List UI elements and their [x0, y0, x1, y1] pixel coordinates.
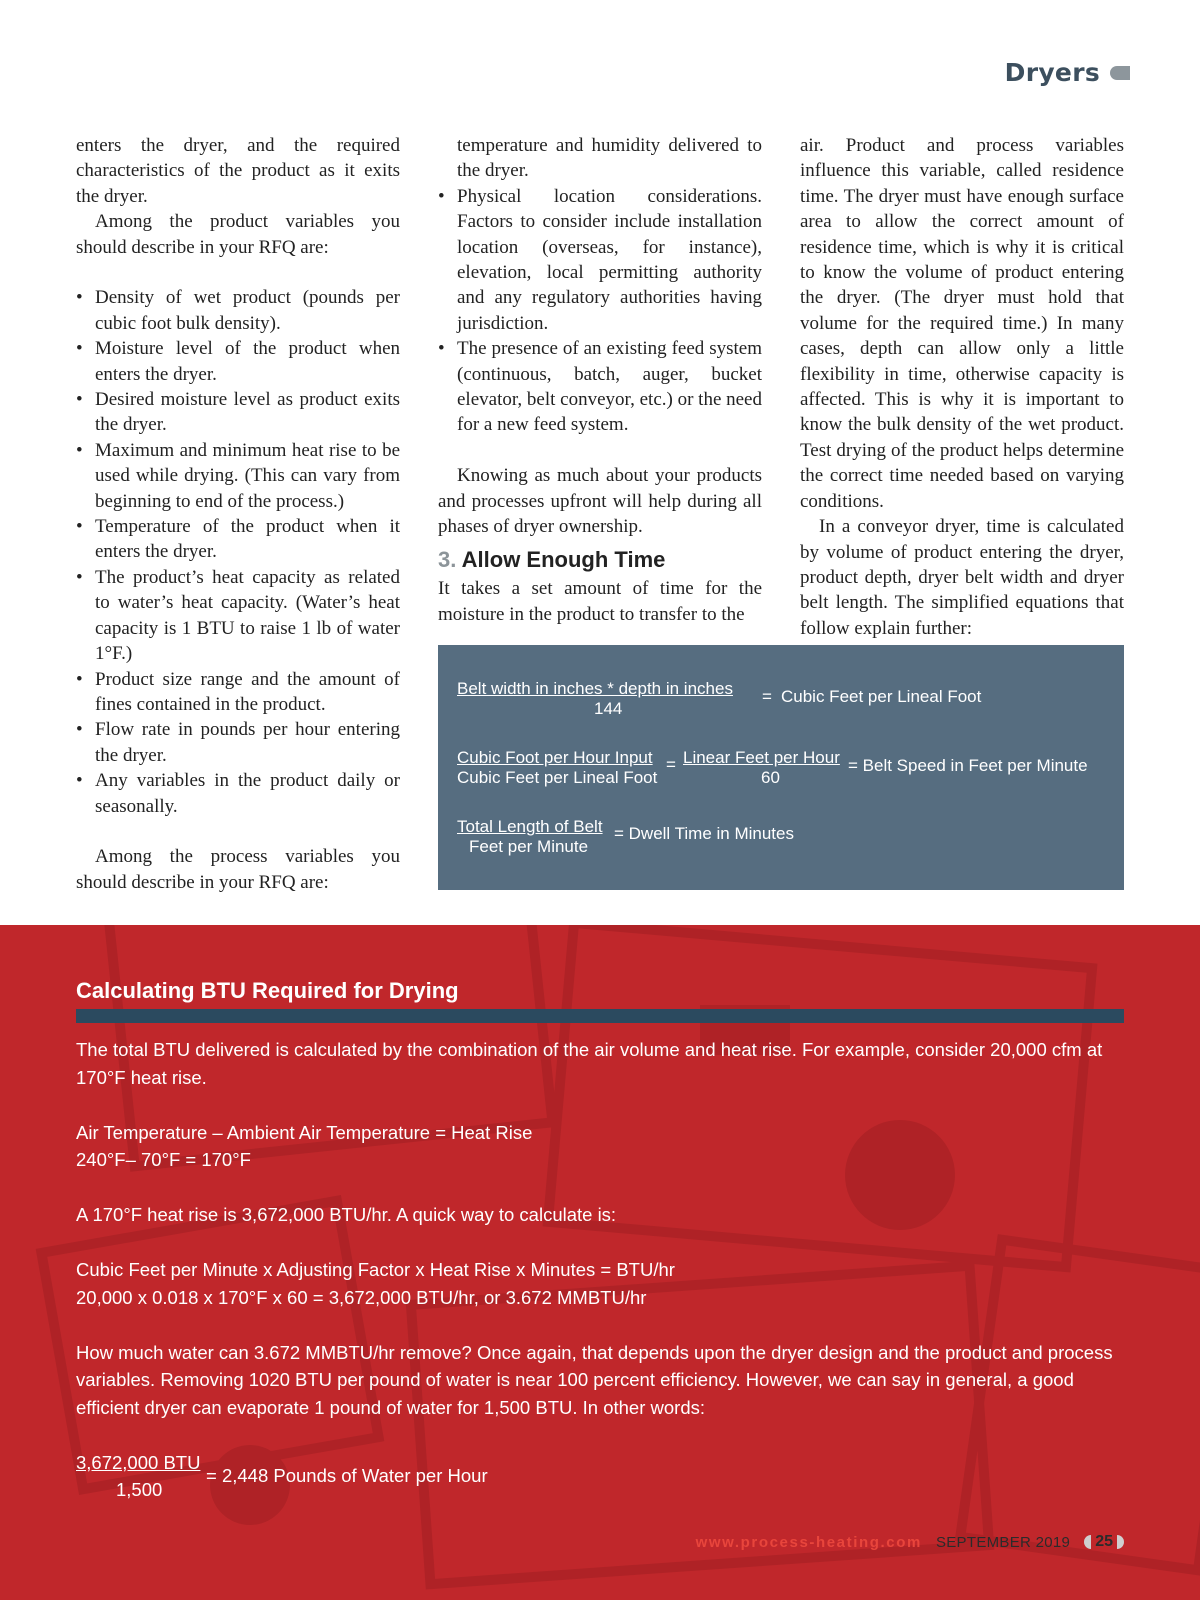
list-item: • The product’s heat capacity as related to water’s heat capacity. (Water’s heat capacity is 1 BTU to raise 1 lb of water 1°F.) — [76, 565, 400, 667]
section-header — [1005, 58, 1130, 87]
paragraph: temperature and humidity delivered to the dryer. — [457, 135, 762, 182]
equation-2-result: = Belt Speed in Feet per Minute — [848, 756, 1088, 775]
equation-numerator: Linear Feet per Hour — [683, 748, 840, 767]
page-footer — [696, 1533, 1124, 1551]
list-item: • Density of wet product (pounds per cubic foot bulk density). — [76, 285, 400, 336]
fraction-numerator: 3,672,000 BTU — [76, 1452, 201, 1473]
list-item: • Any variables in the product daily or seasonally. — [76, 768, 400, 819]
equation-1-result: Cubic Feet per Lineal Foot — [781, 687, 982, 706]
list-item: • Desired moisture level as product exits the dryer. — [76, 387, 400, 438]
process-variables-list-cont — [438, 184, 762, 438]
equation-denominator: Feet per Minute — [469, 837, 589, 856]
water-removal-fraction — [76, 1449, 488, 1503]
page-number: 25 — [1095, 1533, 1113, 1550]
section-tab-marker — [1110, 66, 1130, 80]
paragraph: enters the dryer, and the required characteristics of the product as it exits the dryer. — [76, 135, 400, 207]
list-item: • Product size range and the amount of fines contained in the product. — [76, 667, 400, 718]
paragraph: Knowing as much about your products and processes upfront will help during all phases of dryer ownership. — [438, 465, 762, 538]
equation-denominator: Cubic Feet per Lineal Foot — [457, 768, 658, 787]
paragraph: air. Product and process variables influence this variable, called residence time. The dryer must have enough surface area to allow the correct amount of residence time, which is why it is critical to know the volume of product entering the dryer. (The dryer must hold that volume for the required time.) In many cases, depth can allow only a little flexibility in time, otherwise capacity is affected. This is why it is important to know the bulk density of the wet product. Test drying of the product helps determine the correct time needed based on varying conditions. — [800, 135, 1124, 512]
formula-line: 20,000 x 0.018 x 170°F x 60 = 3,672,000 BTU/hr, or 3.672 MMBTU/hr — [76, 1286, 647, 1308]
equation-3-result: = Dwell Time in Minutes — [614, 824, 794, 843]
equation-3-fraction — [457, 817, 603, 857]
paragraph: A 170°F heat rise is 3,672,000 BTU/hr. A quick way to calculate is: — [76, 1204, 617, 1225]
fraction-result: = 2,448 Pounds of Water per Hour — [206, 1465, 488, 1486]
sidebar-title-rule — [76, 1009, 1124, 1023]
page-cap-right — [1117, 1535, 1124, 1549]
column-2 — [438, 133, 762, 627]
formula-line: Cubic Feet per Minute x Adjusting Factor x Heat Rise x Minutes = BTU/hr — [76, 1259, 675, 1280]
paragraph: How much water can 3.672 MMBTU/hr remove? Once again, that depends upon the dryer design and the product and process variables. Removing 1020 BTU per pound of water is near 100 percent efficiency. However, we can say in general, a good efficient dryer can evaporate 1 pound of water for 1,500 BTU. In other words: — [76, 1341, 1113, 1418]
list-item: • Flow rate in pounds per hour entering the dryer. — [76, 717, 400, 768]
website-link[interactable]: www.process-heating.com — [695, 1533, 922, 1551]
paragraph: Among the product variables you should describe in your RFQ are: — [76, 211, 400, 258]
column-1 — [76, 133, 400, 946]
btu-sidebar — [0, 925, 1200, 1600]
fraction-denominator: 1,500 — [116, 1479, 163, 1500]
equation-2-fraction-b — [683, 748, 840, 788]
paragraph: In a conveyor dryer, time is calculated by volume of product entering the dryer, product depth, dryer belt width and dryer belt length. The simplified equations that follow explain further: — [800, 516, 1124, 639]
equation-2-fraction-a — [457, 748, 657, 788]
equation-numerator: Belt width in inches * depth in inches — [457, 679, 733, 698]
paragraph: Among the process variables you should describe in your RFQ are: — [76, 846, 400, 893]
issue-date: SEPTEMBER 2019 — [935, 1533, 1071, 1551]
column-3 — [800, 133, 1124, 641]
sidebar-body — [76, 1036, 1126, 1449]
section-heading — [438, 547, 762, 573]
equation-numerator: Total Length of Belt — [457, 817, 603, 836]
page-number-badge — [1084, 1533, 1124, 1551]
equation-denominator: 144 — [594, 699, 623, 718]
list-item: • Physical location considerations. Factors to consider include installation location (overseas, for instance), elevation, local permitting authority and any regulatory authorities having jurisdiction. — [438, 184, 762, 336]
equation-1-fraction — [457, 679, 733, 719]
heading-text: Allow Enough Time — [461, 547, 666, 573]
page-cap-left — [1084, 1535, 1091, 1549]
formula-line: Air Temperature – Ambient Air Temperature = Heat Rise — [76, 1121, 533, 1143]
list-item: • Moisture level of the product when enters the dryer. — [76, 336, 400, 387]
sidebar-title: Calculating BTU Required for Drying — [76, 978, 459, 1003]
paragraph: It takes a set amount of time for the moisture in the product to transfer to the — [438, 578, 762, 625]
heading-number: 3. — [438, 547, 457, 573]
product-variables-list — [76, 285, 400, 819]
list-item: • The presence of an existing feed system (continuous, batch, auger, bucket elevator, belt conveyor, etc.) or the need for a new feed system. — [438, 336, 762, 438]
equations-box — [438, 645, 1124, 890]
list-item: • Temperature of the product when it enters the dryer. — [76, 514, 400, 565]
equation-equals: = — [762, 687, 772, 706]
list-item: • Maximum and minimum heat rise to be used while drying. (This can vary from beginning to end of the process.) — [76, 438, 400, 514]
equation-equals: = — [666, 755, 676, 774]
paragraph: The total BTU delivered is calculated by the combination of the air volume and heat rise. For example, consider 20,000 cfm at 170°F heat rise. — [76, 1039, 1103, 1088]
equation-numerator: Cubic Foot per Hour Input — [457, 748, 653, 767]
section-title: Dryers — [1004, 58, 1100, 87]
equation-denominator: 60 — [761, 768, 780, 787]
formula-line: 240°F– 70°F = 170°F — [76, 1149, 251, 1170]
